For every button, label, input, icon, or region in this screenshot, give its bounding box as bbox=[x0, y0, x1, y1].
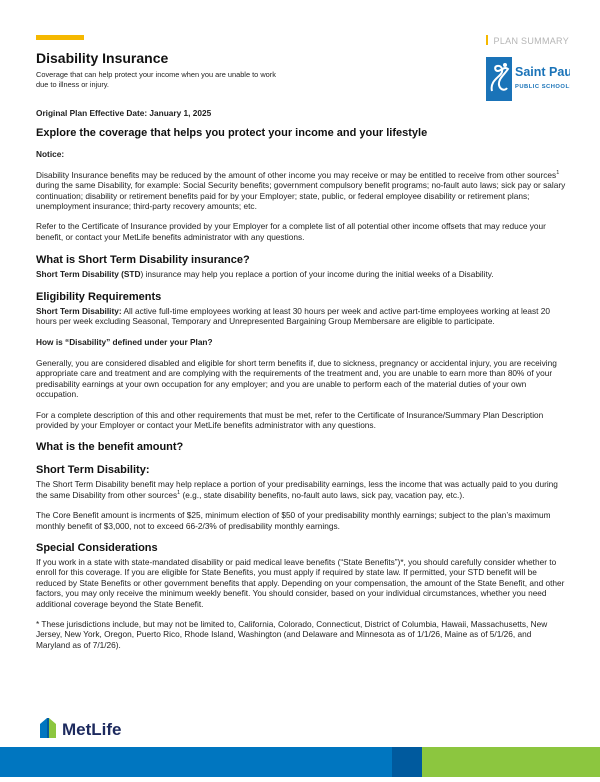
main-content bbox=[36, 108, 566, 650]
page-subtitle: Coverage that can help protect your income when you are unable to work due to illness or injury. bbox=[36, 70, 276, 89]
metlife-logo bbox=[38, 716, 148, 738]
benefit-subheading: Short Term Disability: bbox=[36, 464, 150, 477]
std-paragraph: Short Term Disability (STD) insurance may help you replace a portion of your income during the initial weeks of a Disability. bbox=[36, 269, 494, 280]
footer-color-bar bbox=[0, 747, 600, 777]
notice-paragraph-2: Refer to the Certificate of Insurance provided by your Employer for a complete list of all potential other income offsets that may reduce your benefit, or contact your MetLife benefits administrator with any questions. bbox=[36, 221, 546, 242]
metlife-brand-text: MetLife bbox=[62, 720, 122, 739]
std-heading: What is Short Term Disability insurance? bbox=[36, 254, 250, 267]
disability-defined-paragraph-1: Generally, you are considered disabled and eligible for short term benefits if, due to sickness, pregnancy or accidental injury, you are receiving appropriate care and treatment and are complying with the requirements of the treatment and, you are unable to earn more than 80% of your predisability earnings at your own occupation for any employer; and you are unable to perform each of the material duties of your own occupation. bbox=[36, 357, 557, 400]
page-title: Disability Insurance bbox=[36, 50, 169, 66]
special-paragraph-1: If you work in a state with state-mandated disability or paid medical leave benefits (“State Benefits”)*, you should carefully consider whether to enroll for this coverage. If you are eligible for State Benefits, you must apply if required by state law. If permitted, your STD benefit will be reduced by State Benefits or other government benefits that apply. Depending on your compensation, the amount of the State Benefit, and other factors, you may only receive the minimum weekly benefit. You should consider, based on your individual circumstances, whether you need additional coverage beyond the State Benefit. bbox=[36, 556, 565, 609]
benefit-heading: What is the benefit amount? bbox=[36, 441, 184, 454]
accent-bar bbox=[36, 35, 84, 40]
disability-defined-heading: How is “Disability” defined under your Plan? bbox=[36, 337, 213, 348]
benefit-paragraph-2: The Core Benefit amount is incrments of $25, minimum election of $50 of your predisability monthly earnings; subject to the plan’s maximum monthly benefit of $3,000, not to exceed 66-2/3% of predisability monthly earnings. bbox=[36, 510, 551, 531]
logo-line1: Saint Paul bbox=[515, 65, 570, 79]
effective-date: Original Plan Effective Date: January 1, 2025 bbox=[36, 108, 212, 118]
logo-line2: PUBLIC SCHOOLS bbox=[515, 84, 570, 90]
special-paragraph-2: * These jurisdictions include, but may not be limited to, California, Colorado, Connecticut, District of Columbia, Hawaii, Massachusetts, New Jersey, New York, Oregon, Puerto Rico, Rhode Island, Washington (and Delaware and Minnesota as of 1/1/26, Maine as of 5/1/26, and Maryland as of 7/1/26). bbox=[36, 618, 548, 650]
eligibility-heading: Eligibility Requirements bbox=[36, 290, 162, 303]
notice-paragraph-1: Disability Insurance benefits may be reduced by the amount of other income you may receive or may be entitled to receive from other sources$^1$ during the same Disability, for example: Social Security benefits; government compulsory benefit programs; no-fault auto laws; sick pay or salary continuation; disability or retirement benefits paid for by your Employer; state, public, or federal employee disability or retirement plans; unemployment insurance; third-party recovery amounts; etc. bbox=[36, 169, 566, 212]
disability-defined-paragraph-2: For a complete description of this and other requirements that must be met, refer to the Certificate of Insurance/Summary Plan Description provided by your Employer or contact your MetLife benefits administrator with any questions. bbox=[36, 409, 544, 430]
saint-paul-logo bbox=[486, 57, 570, 101]
benefit-paragraph-1: The Short Term Disability benefit may help replace a portion of your predisability earnings, less the income that was actually paid to you during the same Disability from other sources$^1$ (e.g., state disability benefits, no-fault auto laws, sick pay, vacation pay, etc.). bbox=[36, 479, 558, 500]
special-heading: Special Considerations bbox=[36, 541, 158, 554]
notice-label: Notice: bbox=[36, 149, 65, 160]
eligibility-paragraph: Short Term Disability: All active full-time employees working at least 30 hours per week and active part-time employees working at least 20 hours per week excluding Seasonal, Temporary and Unrepresented Bargaining Group Membersare are eligible to participate. bbox=[36, 305, 551, 327]
intro-heading: Explore the coverage that helps you protect your income and your lifestyle bbox=[36, 127, 428, 140]
plan-summary-label: PLAN SUMMARY bbox=[486, 35, 569, 46]
